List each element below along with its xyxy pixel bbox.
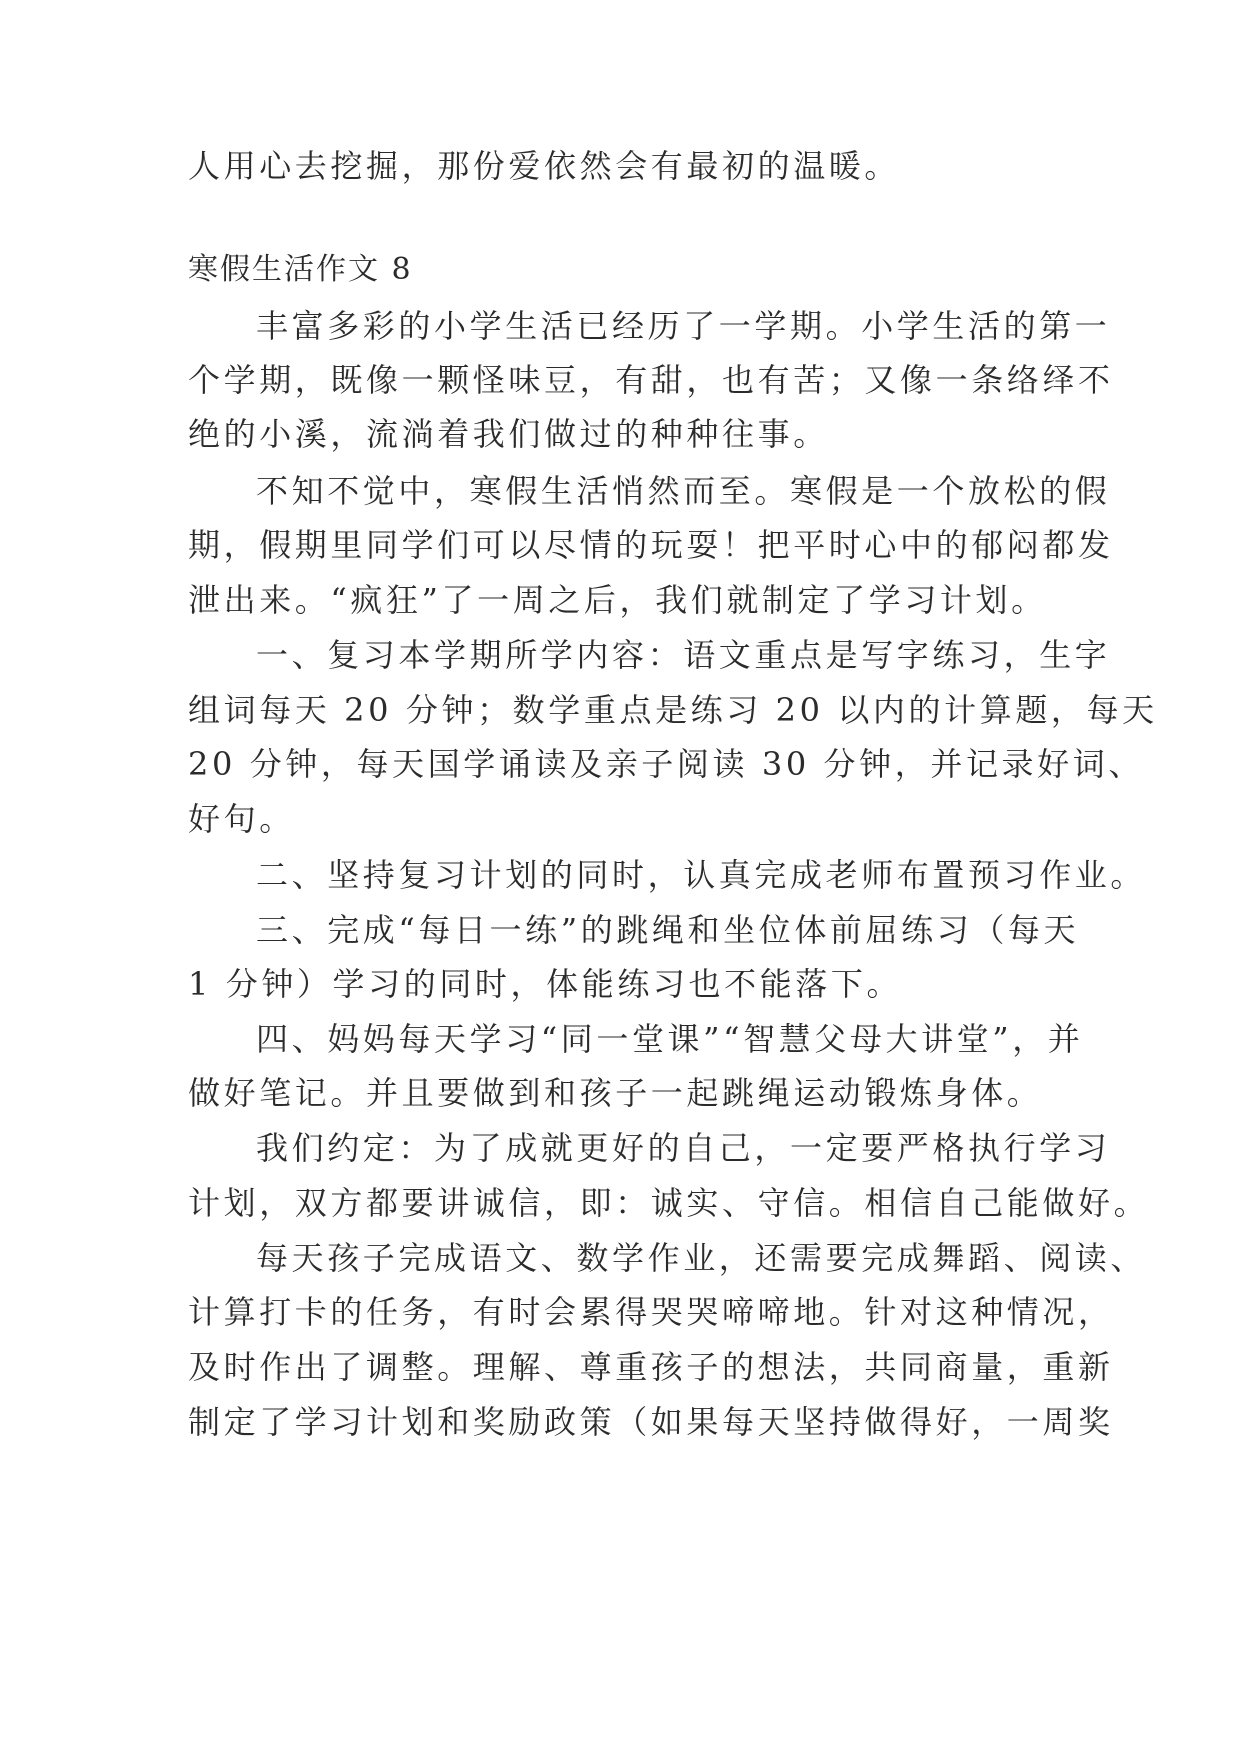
text-line: 绝的小溪，流淌着我们做过的种种往事。 bbox=[188, 415, 829, 453]
text-line: 期，假期里同学们可以尽情的玩耍！把平时心中的郁闷都发 bbox=[188, 526, 1114, 564]
text-line: 20 分钟，每天国学诵读及亲子阅读 30 分钟，并记录好词、 bbox=[188, 745, 1144, 783]
text-line: 一、复习本学期所学内容：语文重点是写字练习，生字 bbox=[256, 636, 1111, 674]
text-line: 丰富多彩的小学生活已经历了一学期。小学生活的第一 bbox=[256, 307, 1111, 345]
text-line: 二、坚持复习计划的同时，认真完成老师布置预习作业。 bbox=[256, 856, 1147, 894]
text-line: 我们约定：为了成就更好的自己，一定要严格执行学习 bbox=[256, 1129, 1111, 1167]
text-line: 组词每天 20 分钟；数学重点是练习 20 以内的计算题，每天 bbox=[188, 691, 1158, 729]
text-line: 1 分钟）学习的同时，体能练习也不能落下。 bbox=[188, 965, 903, 1003]
text-line: 不知不觉中，寒假生活悄然而至。寒假是一个放松的假 bbox=[256, 472, 1111, 510]
text-line: 计算打卡的任务，有时会累得哭哭啼啼地。针对这种情况， bbox=[188, 1293, 1114, 1331]
text-line: 泄出来。“疯狂”了一周之后，我们就制定了学习计划。 bbox=[188, 581, 1047, 619]
text-line: 每天孩子完成语文、数学作业，还需要完成舞蹈、阅读、 bbox=[256, 1239, 1147, 1277]
text-line: 及时作出了调整。理解、尊重孩子的想法，共同商量，重新 bbox=[188, 1348, 1114, 1386]
text-line: 个学期，既像一颗怪味豆，有甜，也有苦；又像一条络绎不 bbox=[188, 361, 1114, 399]
text-line: 做好笔记。并且要做到和孩子一起跳绳运动锻炼身体。 bbox=[188, 1074, 1043, 1112]
text-line: 好句。 bbox=[188, 800, 295, 838]
section-heading: 寒假生活作文 8 bbox=[188, 252, 413, 287]
text-line: 四、妈妈每天学习“同一堂课”“智慧父母大讲堂”，并 bbox=[256, 1020, 1084, 1058]
text-line: 制定了学习计划和奖励政策（如果每天坚持做得好，一周奖 bbox=[188, 1403, 1114, 1441]
text-line: 人用心去挖掘，那份爱依然会有最初的温暖。 bbox=[188, 147, 901, 185]
text-line: 计划，双方都要讲诚信，即：诚实、守信。相信自己能做好。 bbox=[188, 1184, 1150, 1222]
text-line: 三、完成“每日一练”的跳绳和坐位体前屈练习（每天 bbox=[256, 911, 1080, 949]
